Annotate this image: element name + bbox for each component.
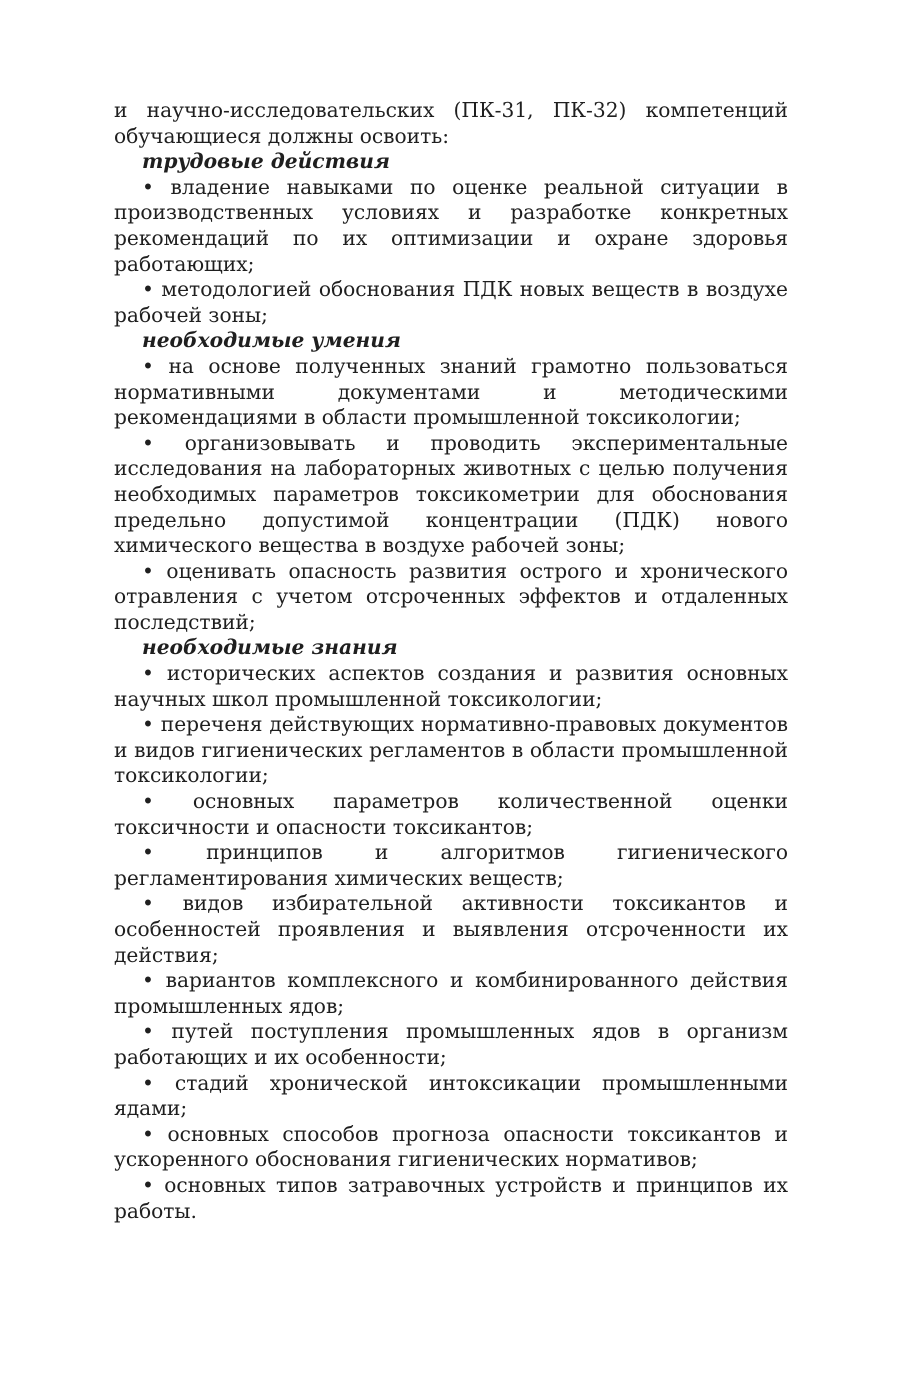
list-item: [114, 1019, 788, 1070]
list-item: [114, 1071, 788, 1122]
list-item-text: основных параметров количественной оценки токсичности и опасности токсикантов;: [114, 789, 789, 839]
bullet-icon: •: [142, 968, 154, 993]
list-item-text: основных способов прогноза опасности токсикантов и ускоренного обоснования гигиенических нормативов;: [114, 1121, 789, 1172]
bullet-icon: •: [142, 558, 154, 583]
bullet-icon: •: [142, 353, 154, 378]
list-item: [114, 277, 788, 328]
section-heading-skills: необходимые умения: [142, 328, 401, 353]
document-page: [114, 98, 788, 1224]
list-item-text: методологией обоснования ПДК новых веществ в воздухе рабочей зоны;: [114, 277, 788, 327]
list-item-text: основных типов затравочных устройств и принципов их работы.: [114, 1172, 788, 1223]
list-item-text: организовывать и проводить экспериментальные исследования на лабораторных животных с целью получения необходимых параметров токсикометрии для обоснования предельно допустимой концентрации (ПДК) нового химического вещества в воздухе рабочей зоны;: [114, 430, 788, 558]
list-item: [114, 661, 788, 712]
bullet-icon: •: [142, 430, 154, 455]
list-item: [114, 891, 788, 968]
bullet-icon: •: [142, 1172, 154, 1197]
bullet-icon: •: [142, 174, 154, 199]
bullet-icon: •: [142, 277, 154, 302]
bullet-icon: •: [142, 840, 154, 865]
bullet-icon: •: [142, 1070, 154, 1095]
bullet-icon: •: [142, 661, 154, 686]
bullet-icon: •: [142, 891, 154, 916]
bullet-icon: •: [142, 712, 154, 737]
list-item: [114, 712, 788, 789]
intro-paragraph: и научно-исследовательских (ПК-31, ПК-32) компетенций обучающиеся должны освоить:: [114, 98, 788, 148]
list-item-text: вариантов комплексного и комбинированного действия промышленных ядов;: [114, 968, 788, 1018]
list-item-text: владение навыками по оценке реальной ситуации в производственных условиях и разработке конкретных рекомендаций по их оптимизации и охране здоровья работающих;: [114, 174, 789, 276]
list-item: [114, 175, 788, 277]
list-item: [114, 840, 788, 891]
list-item: [114, 1173, 788, 1224]
list-item: [114, 968, 788, 1019]
list-item: [114, 1122, 788, 1173]
list-item-text: путей поступления промышленных ядов в организм работающих и их особенности;: [114, 1019, 788, 1069]
bullet-icon: •: [142, 1019, 154, 1044]
list-item: [114, 431, 788, 559]
list-item-text: стадий хронической интоксикации промышленными ядами;: [114, 1070, 788, 1121]
list-item-text: на основе полученных знаний грамотно пользоваться нормативными документами и методическими рекомендациями в области промышленной токсикологии;: [114, 353, 789, 430]
list-item-text: видов избирательной активности токсикантов и особенностей проявления и выявления отсроченности их действия;: [114, 891, 788, 967]
bullet-icon: •: [142, 1121, 154, 1146]
section-heading-knowledge: необходимые знания: [142, 635, 398, 660]
list-item: [114, 789, 788, 840]
list-item: [114, 559, 788, 636]
list-item-text: переченя действующих нормативно-правовых документов и видов гигиенических регламентов в области промышленной токсикологии;: [114, 712, 788, 788]
list-item-text: исторических аспектов создания и развития основных научных школ промышленной токсикологии;: [114, 661, 788, 711]
bullet-icon: •: [142, 789, 154, 814]
list-item-text: оценивать опасность развития острого и хронического отравления с учетом отсроченных эффектов и отдаленных последствий;: [114, 558, 788, 634]
list-item: [114, 354, 788, 431]
section-heading-labor-actions: трудовые действия: [142, 149, 390, 174]
list-item-text: принципов и алгоритмов гигиенического регламентирования химических веществ;: [114, 840, 788, 890]
